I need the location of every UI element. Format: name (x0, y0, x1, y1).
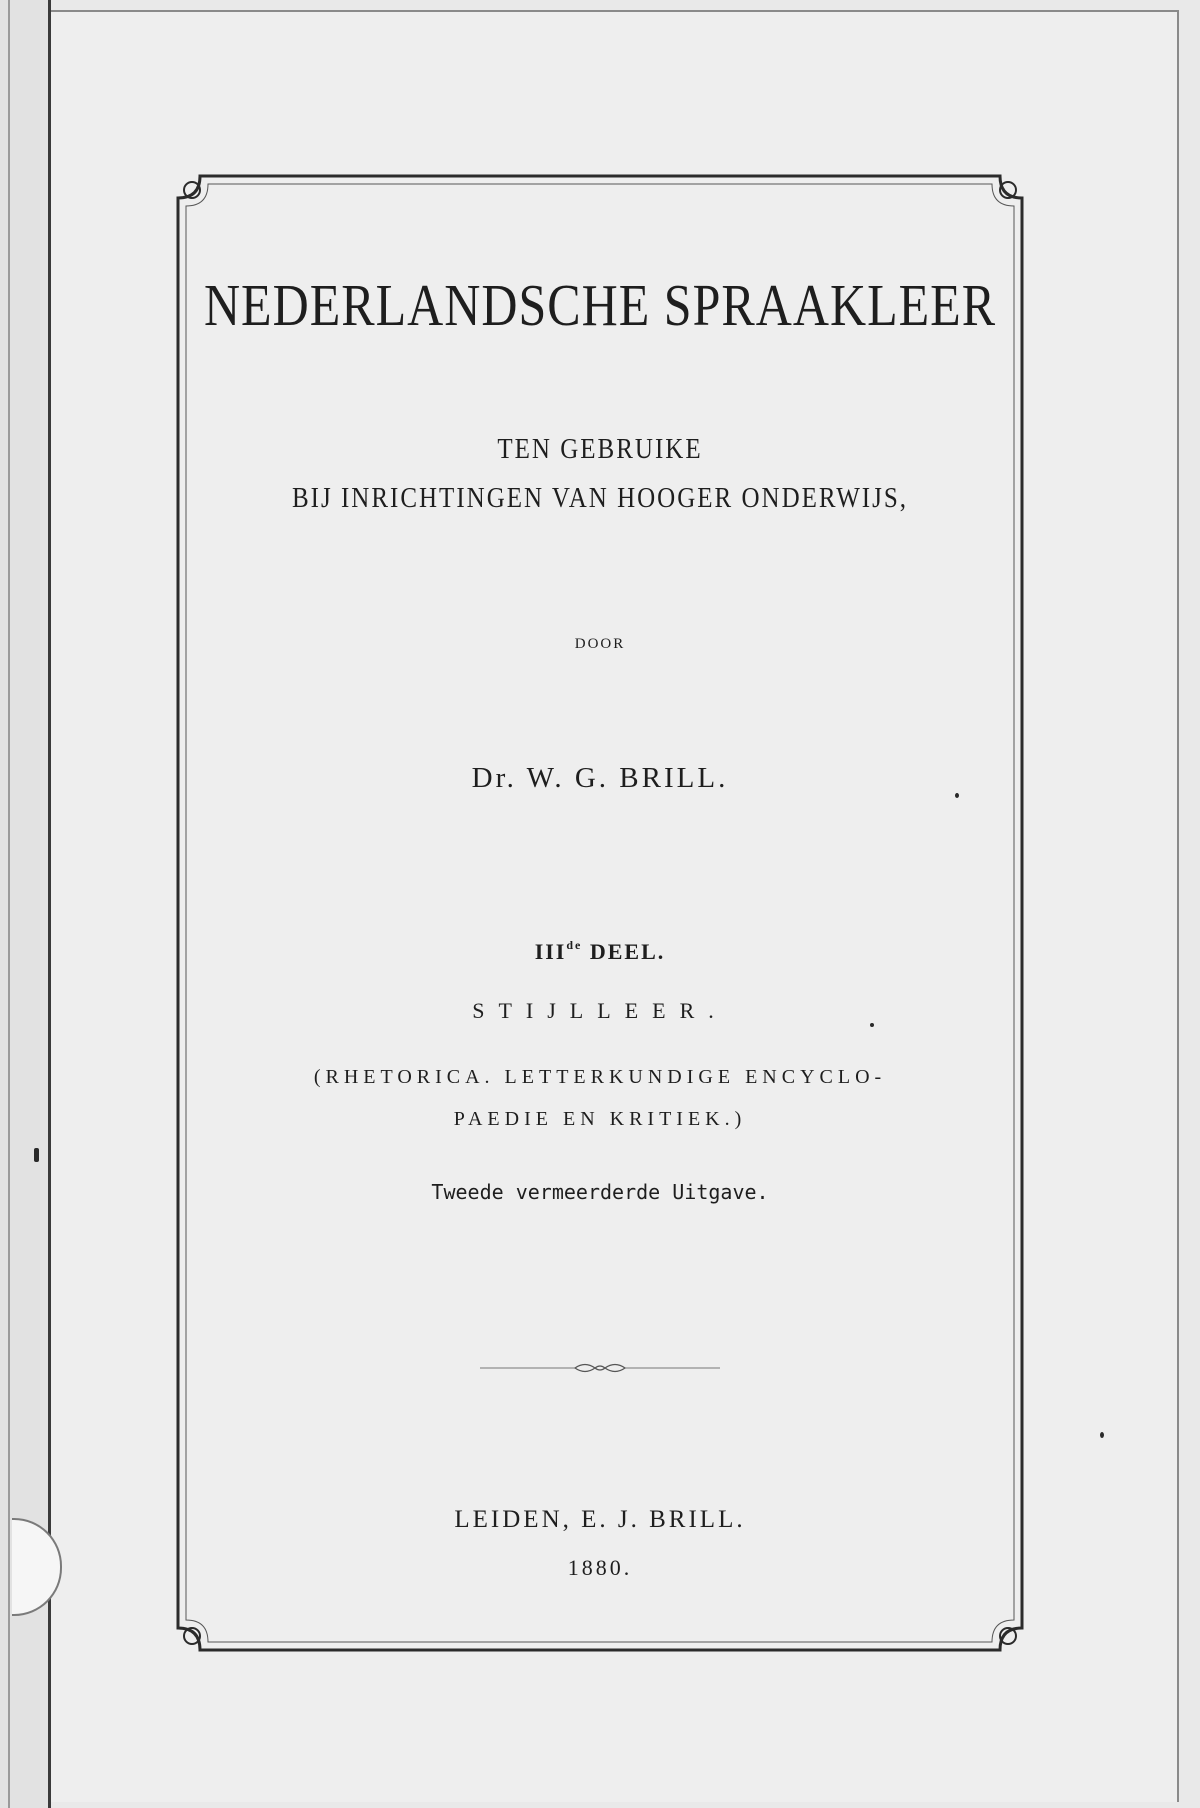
spine-edge (8, 0, 10, 1808)
edition-note: Tweede vermeerderde Uitgave. (431, 1180, 769, 1204)
subtitle-line-2: BIJ INRICHTINGEN VAN HOOGER ONDERWIJS, (291, 482, 909, 514)
publication-year: 1880. (567, 1555, 633, 1580)
volume-numeral: III (534, 939, 567, 964)
book-title: NEDERLANDSCHE SPRAAKLEER (203, 271, 997, 339)
by-line: DOOR (574, 636, 626, 652)
title-page-content (170, 168, 1030, 1658)
ink-speck (955, 793, 959, 798)
ink-speck (870, 1023, 874, 1027)
ink-speck (34, 1148, 39, 1162)
volume-subtitle-line-1: (RHETORICA. LETTERKUNDIGE ENCYCLO- (313, 1066, 887, 1088)
ornament-center-flourish (575, 1365, 625, 1372)
volume-word: DEEL. (589, 939, 666, 964)
ornamental-rule (480, 1358, 720, 1378)
ink-speck (1100, 1432, 1104, 1438)
volume-subtitle-line-2: PAEDIE EN KRITIEK.) (453, 1108, 747, 1130)
subtitle-line-1: TEN GEBRUIKE (497, 433, 703, 465)
volume-number (170, 938, 1030, 965)
author-name: Dr. W. G. BRILL. (471, 762, 729, 794)
volume-suffix: de (566, 938, 583, 952)
volume-title: STIJLLEER. (472, 998, 728, 1023)
publisher: LEIDEN, E. J. BRILL. (454, 1506, 746, 1533)
